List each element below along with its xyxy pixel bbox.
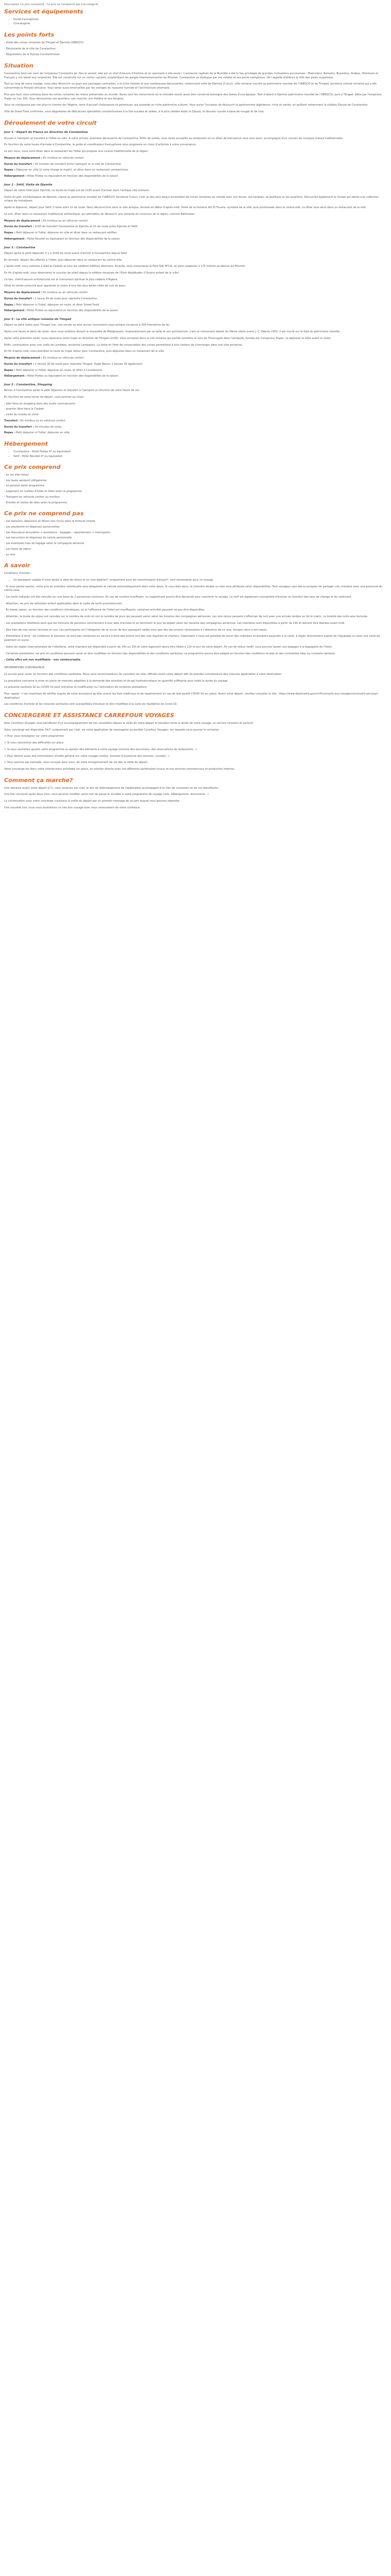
notes-paragraph: - Selon les règles internationales de l'hôtellerie, votre chambre est disponible à partir de 14h ou 15h et votre logement devra être libéré à 12h le jour de votre départ. En cas de retour tardif, vous pourrez laisser vos bagages à la bagagerie de l'hôtel. <box>4 645 333 649</box>
day-list <box>4 402 387 417</box>
day-field <box>4 225 387 229</box>
day-paragraph: En fonction de votre heure d'arrivée à Constantine, le guide et coordinateur francophone vous proposera un choix d'activités à votre convenance. <box>4 143 197 147</box>
intro-text: Description Ce prix comprend : Ce prix ne comprend pas Conciergerie <box>4 3 99 6</box>
highlights-section <box>4 31 387 57</box>
how-it-works-paragraph: Une semaine avant votre départ (J-7), vous recevrez par mail, le lien de téléchargement de l'application accompagné d'un lien de connexion et de vos identifiants. <box>4 786 219 790</box>
field-value: En minibus ou en véhicule confort. <box>20 419 67 422</box>
situation-paragraph: Tout au long de notre voyage, vous allez découvrir un pays aux paysages contrastés, à la riche histoire et aux nombreuses découvertes, notamment celle de Djemila (Cuicul), ville romaine inscrite au patrimoine mondial de l'UNESCO et de Timgad, ancienne colonie romaine qui a été surnommée la Pompéi africaine. Vous serez aussi émerveillés par les vestiges du royaume numide et l'architecture ottomane. <box>4 82 377 90</box>
list-item: - aller faire du shopping dans des souks commerçants <box>4 402 75 405</box>
field-value: 1h30 de transfert Constantine et Djemila et 1h de route entre Djemila et Sétif. <box>35 225 138 229</box>
list-item: • Un passeport valable 6 mois après la date de retour et un visa algérien* uniquement pour les ressortissants français*, sont nécessaires pour ce voyage. <box>13 579 387 583</box>
highlight-line: - Dégustation de la Djouza Constantinoise <box>4 53 60 57</box>
situation-paragraph: Vous ne manquerez pas non plus le charme de l'Algérie, terre d'accueil chaleureuse et généreuse, qui possède un riche patrimoine culturel. Vous aurez l'occasion de découvrir la gastronomie algérienne, riche et variée, en goûtant notamment la célèbre Djouza de Constantine. <box>4 104 369 107</box>
accommodation-heading: Hébergement <box>4 440 48 448</box>
field-label: Durée du transfert : <box>4 297 34 300</box>
list-item: - Les taxes de séjour <box>4 547 31 551</box>
how-it-works-paragraph: Une fois connecté après deux clics, vous pourrez modifier votre mot de passe et accéder à votre programme de voyage (vols, hébergement, documents...) <box>4 793 209 796</box>
day-field <box>4 163 387 167</box>
day-paragraph: L'après-midi, vous visiterez à pied le Casbah et tous les célèbres édifices ottomans. Ensuite, vous traverserez le Pont Sidi M'Cid, un pont suspendu à 175 mètres au-dessus du Rhumel. <box>4 265 246 268</box>
covid-paragraph: Le succès peut varier en fonction des conditions sanitaires. Nous vous recommandons de consulter les sites officiels avant votre départ afin de prendre connaissance des mesures applicables à votre destination. <box>4 672 283 676</box>
field-label: Durée du transfert : <box>4 162 34 166</box>
accommodation-section <box>4 440 387 459</box>
field-label: Moyens de déplacement : <box>4 357 42 360</box>
notes-paragraph: - Attention, le durée du séjour est calculée sur le nombre de nuits et non le nombre de jours qui peuvent varier selon les horaires des compagnies aériennes. Les vols retour peuvent s'effectuer de nuit avec une arrivée tardive ou tôt le matin. La totalité des nuits sera facturée. <box>4 615 368 619</box>
highlights-heading: Les points forts <box>4 31 55 39</box>
accommodation-list <box>4 450 387 459</box>
field-label: Repas : <box>4 368 15 372</box>
list-item: - Le vol aller-retour <box>4 473 29 477</box>
situation-paragraph: Plus que tout, vous entrerez dans les ruines romaines les mieux préservées au monde. Rares sont les monuments où le moindre recoin aussi bien conservé témoigne des fastes d'une époque. Tout d'abord à Djemila (patrimoine mondial de l'UNESCO), puis à Timgad, bâtie par l'empereur Trajan en l'an 100. Vous découvrirez ses quartiers, son marché, son théâtre et ses temples. <box>4 93 382 100</box>
concierge-bullet: > Si vous rencontrez des difficultés sur place <box>4 741 64 745</box>
day-paragraph: En fonction de votre heure de départ, vous pourrez au choix : <box>4 395 86 399</box>
notes-paragraph: - Les prestations hôtelières ainsi que les formules de pensions commencent à leur date d'arrivée et se terminent le jour de départ selon les horaires des compagnies aériennes. Les chambres sont disponibles à partir de 14h et doivent être libérées avant midi. <box>4 621 345 625</box>
how-it-works-heading: Comment ça marche? <box>4 776 73 784</box>
field-label: Durée du transfert : <box>4 225 34 229</box>
notes-paragraph: - Attention, les prix de réduction enfant applicables dans le cadre de tarifs promotionnels. <box>4 602 123 605</box>
list-item: - visite du musée ou choix <box>4 413 39 417</box>
field-value: Petit déjeuner à l'hôtel, déjeuner en route, et dîner Street Food. <box>15 303 100 307</box>
notes-paragraph: - Prestations à terre : les collations et boissons ne sont pas comprises au service à bord des avions lors des vols réguliers et charters. Cependant il nous est possible de servir des collations et boissons payantes à la carte, à régler directement auprès de l'équipage ou avec une carte de paiement en euros. <box>4 635 380 642</box>
day-field <box>4 231 387 235</box>
field-label: Repas : <box>4 231 15 235</box>
list-item: - Les pourboires et dépenses personnelles <box>4 525 60 529</box>
services-heading: Services et équipements <box>4 8 84 15</box>
field-value: 2 heures 30 de route pour rejoindre Timgad. Trajet Retour 2 heures 30 également. <box>35 362 143 366</box>
concierge-paragraph: Votre concierge est donc votre interlocuteur privilégié sur place, en relation directe avec nos différents partenaires locaux et nos services commerciaux et production internes. <box>4 768 235 771</box>
field-label: Durée du transfert : <box>4 362 34 366</box>
field-value: Hôtel Protéa ou équivalent en fonction des disponibilités de la saison. <box>27 309 119 313</box>
day-paragraph: Enfin, continuation avec une visite de Lambèse, ancienne Lambaesis. La visite et l'état de conservation des ruines permettent à tout visiteur de s'immerger dans une ville ancienne. <box>4 343 243 347</box>
itinerary-section <box>4 120 387 435</box>
notes-paragraph: - Certaines prestations, les prix et conditions peuvent varier et être modifiées en fonction des disponibilités et des conditions sanitaires. Le programme pourra être adapté en fonction des conditions locales et des contraintes liées au contexte sanitaire. <box>4 652 336 655</box>
concierge-paragraph: Avec Carrefour Voyages vous bénéficiez d'un accompagnement de nos conseillers depuis la veille de votre départ et pendant toute la durée de votre voyage, un service innovant et exclusif. <box>4 721 254 725</box>
price-excludes-list <box>4 520 387 557</box>
list-item: - quartier libre dans la Casbah <box>4 408 44 411</box>
field-label: Hébergement : <box>4 309 27 313</box>
list-item: • Constantine : Hôtel Protéa 4* ou équivalent <box>13 450 387 454</box>
day-paragraph: Après une heure et demi de route, nous nous arrêtons devant le mausolée de Medghassen. Impressionnant par sa taille et son architecture, c'est un monument datant du IIIème siècle avant J.-C. Depuis 2002, il est inscrit sur la liste du patrimoine mondial. <box>4 330 341 334</box>
concierge-bullet: > Pour obtenir aussi des informations d'ordre général sur votre voyage (visites, horaires d'ouverture des services, conseils...) <box>4 754 170 758</box>
list-item: • Sétif : Hôtel Novotel 4* ou équivalent <box>13 455 387 459</box>
concierge-bullet: > Pour vous renseigner sur votre programme <box>4 735 64 738</box>
day-title: Jour 5 : Constantine, Shopping <box>4 383 53 386</box>
field-value: Petit déjeuner à l'hôtel, déjeuner en ville et dîner dans un restaurant sétifien. <box>15 231 118 235</box>
how-it-works-paragraph: La conversation avec votre concierge s'activera la veille du départ par un premier message de sa part auquel vous pourrez répondre. <box>4 800 181 803</box>
day-paragraph: En fin d'après-midi, vous prendrez la route du trajet retour pour Constantine, puis déjeunez dans un restaurant de la ville. <box>4 350 165 353</box>
field-label: Moyens de déplacement : <box>4 219 42 223</box>
day-field <box>4 168 387 173</box>
day-field <box>4 297 387 301</box>
day-title: Jour 3 : Constantine <box>4 246 36 249</box>
field-label: Repas : <box>4 303 15 307</box>
day-paragraph: Après cette première visite, nous reprenons notre trajet en direction de Timgad (1h30). Vous arriverez dans la cité romaine qui portait autrefois le nom de Thamugadi dans l'antiquité, fondée par l'empereur Trajan. Le déjeuner et libre avant la visite. <box>4 336 332 340</box>
day-paragraph: Départ de votre hôtel pour Djemila. Le durée du trajet est de 1h30 avant d'arriver dans l'antique cité romaine. <box>4 189 150 192</box>
day-paragraph: Accueil à l'aéroport et transfert à l'hôtel en ville. À votre arrivée, première découverte de Constantine. Enfin de soirée, vous serez accueillis au restaurant où un dîner de bienvenue vous sera servi, accompagné d'un concert de musique malouf traditionnelle. <box>4 137 344 140</box>
price-excludes-heading: Ce prix ne comprend pas <box>4 510 84 517</box>
field-label: Repas : <box>4 168 15 172</box>
day-paragraph: Départ après le petit déjeuner. Il y a 1h30 de route avant d'arriver à Constantine depuis Sétif. <box>4 251 127 255</box>
field-label: Moyens de déplacement : <box>4 291 42 295</box>
how-it-works-section <box>4 777 387 810</box>
field-label: Hébergement : <box>4 237 27 241</box>
list-item: - Le visa <box>4 553 15 556</box>
field-label: Repas : <box>4 431 15 435</box>
day-field <box>4 426 387 430</box>
day-title: Jour 4 : La cité antique romaine de Timgad <box>4 318 71 321</box>
day-3 <box>4 246 387 314</box>
day-field <box>4 375 387 379</box>
covid-paragraph: La présente sanitaire lié au COVID-19 peut entraîner la modification ou l'annulation de certaines prestations. <box>4 686 148 689</box>
day-paragraph: Dîner et soirée nocturne pour apprécier la vision d'une des plus belles villes de nuit du pays. <box>4 284 126 288</box>
day-2 <box>4 183 387 242</box>
day-title: Jour 1 : Départ de France en direction de Constantine <box>4 131 88 134</box>
day-field <box>4 309 387 313</box>
day-paragraph: Retour à Constantine après le petit déjeuner et transfert à l'aéroport en fonction de votre heure de vol. <box>4 389 140 393</box>
day-4 <box>4 317 387 379</box>
day-paragraph: Ce lieu, chef-d'oeuvre architectural est le monument spirituel le plus célèbre d'Algérie. <box>4 278 119 281</box>
price-excludes-section <box>4 510 387 557</box>
day-field <box>4 219 387 224</box>
field-value: En minibus ou véhicule confort. <box>43 357 85 360</box>
day-1 <box>4 130 387 178</box>
list-item: - Transport en véhicule confort ou minibus <box>4 495 60 499</box>
day-paragraph: Le soir, dîner dans un restaurant traditionnel authentique, qui permettra de découvrir une variante du couscous de la région, nommé Berkoukes. <box>4 212 196 216</box>
list-item: - Les taxes aéroport obligatoires <box>4 479 47 482</box>
field-value: 1 heure 30 de route pour rejoindre Constantine. <box>35 297 98 300</box>
notes-paragraph: - Des frais de visa seront facturés en sus. Les participants ont l'obligation de se munir de leur passeport valide ainsi que des documents nécessaires à l'obtention de ce visa, lorsque celui-ci est requis. <box>4 628 268 632</box>
price-includes-heading: Ce prix comprend <box>4 464 61 471</box>
day-field <box>4 363 387 367</box>
field-label: Hébergement : <box>4 175 27 178</box>
field-value: 30 minutes de transfert entre l'aéroport et la ville de Constantine. <box>35 162 122 166</box>
field-value: Hôtel Novotel ou équivalent en fonction des disponibilités de la saison. <box>27 237 121 241</box>
day-5 <box>4 383 387 435</box>
list-item: • Guide francophone <box>13 18 387 22</box>
list-item: - Le pension selon programme <box>4 484 44 488</box>
field-label: Durée du transfert : <box>4 425 34 429</box>
day-field <box>4 431 387 435</box>
covid-paragraph: La procédure concerne la mise en place de mesures adaptées à la demande des autorités et de gel hydroalcoolique en quantité suffisante pour toute la durée du voyage. <box>4 679 229 683</box>
day-field <box>4 175 387 179</box>
price-includes-list <box>4 473 387 505</box>
field-label: Hébergement : <box>4 375 27 378</box>
how-it-works-paragraph: Une nouvelle fois, nous vous souhaitons un très bon voyage avec nous renouvelons de votre confiance. <box>4 806 141 809</box>
day-paragraph: Après le déjeuner, départ pour Sétif. Il reste alors 1h de route. Nous découvrirons dans la ville antique. Arrivée en début d'après-midi. Visite de la fontaine Aïn El Fouara, symbole de la ville, puis promenade dans le centre-ville. Le dîner sera servi dans un restaurant de la ville. <box>4 206 367 210</box>
notes-paragraph: - Les tarifs indiqués ont été calculés sur une base de 2 personnes minimum. En cas de nombre insuffisant, un supplément pourra être demandé pour maintenir le voyage. Le tarif est également susceptible d'évoluer en fonction des taux de change et du carburant. <box>4 596 352 599</box>
day-field <box>4 369 387 373</box>
highlight-line: - Visite des ruines romaines de Timgad et Djemila (UNESCO) <box>4 41 84 44</box>
notes-subheading: Conditions d'entrée : <box>4 572 32 575</box>
page <box>0 0 391 819</box>
situation-section <box>4 62 387 114</box>
itinerary-heading: Déroulement de votre circuit <box>4 119 97 126</box>
day-field <box>4 291 387 295</box>
services-section <box>4 8 387 26</box>
covid-section <box>4 666 387 707</box>
day-field <box>4 157 387 161</box>
concierge-bullet: > Si vous souhaitez ajouter votre programme ou ajouter des éléments à votre voyage (comme des excursions, des réservations de restaurants...) <box>4 748 197 751</box>
field-value: Hôtel Protéa ou équivalent en fonction des disponibilités de la saison. <box>27 375 119 378</box>
day-field <box>4 419 387 423</box>
list-item: - Les boissons, déjeuners et dîners non inclus dans la formule choisie <box>4 520 95 523</box>
notes-heading: A savoir <box>4 562 30 569</box>
notes-paragraph: - En basse saison, en fonction des conditions climatiques, ou si l'affluence de l'hôtel est insuffisante, certaines activités peuvent ne pas être disponibles. <box>4 608 205 612</box>
list-item: • Conciergerie <box>13 22 387 26</box>
day-paragraph: En arrivant, départ des affaires à l'hôtel, puis déjeuner dans un restaurant du centre-ville. <box>4 258 123 262</box>
list-item: - Les Assurance annulation + assistance - bagages - rapatriement + interruption <box>4 531 111 534</box>
concierge-heading: CONCIERGERIE ET ASSISTANCE CARREFOUR VOYAGES <box>4 712 174 719</box>
situation-paragraph: Ville de Great Food confirmée, vous dégusterez de délicieuses spécialités constantinoises à la fois sucrées et salées, à la plus célèbre étant la Djouza, la douceur sucrée à base de nougat et de noix. <box>4 110 265 113</box>
field-value: Petit déjeuner à l'hôtel, déjeuner en route, et dîner à Constantine. <box>15 368 103 372</box>
concierge-section <box>4 712 387 772</box>
day-paragraph: Visite du parc archéologique de Djemila, classé au patrimoine mondial de l'UNESCO. Ancienne Cuicul, c'est un des plus beaux ensembles de ruines romaines du monde avec son forum, ses temples, sa basilique et ses quartiers. Découvrez également le musée qui abrite une collection unique de mosaïques. <box>4 195 379 203</box>
day-field <box>4 303 387 308</box>
list-item: - Entrées et visites de sites selon le programme <box>4 501 67 504</box>
notes-section <box>4 562 387 663</box>
field-value: En minibus ou en véhicule confort. <box>43 219 89 223</box>
services-list <box>4 18 387 26</box>
list-item: - Logement en nuitées d'hôtel et hôtel selon le programme <box>4 490 82 494</box>
concierge-paragraph: Votre concierge est disponible 24/7, uniquement par chat, via votre application de messagerie accessible Carrefour Voyages, sur laquelle vous pouvez le contacter : <box>4 728 221 732</box>
day-paragraph: Départ au petit matin pour Timgad (car, une escale au plus ancien monument royal antique conservé à 200 kilomètres de là). <box>4 324 170 327</box>
day-paragraph: En fin d'après-midi, vous observerez le coucher de soleil depuis la célèbre mosquée de l'Emir Abdelkader (l'illustre enfant de la ville). <box>4 272 180 275</box>
day-field <box>4 238 387 242</box>
covid-paragraph: Pour rappel : il est important de vérifier auprès de votre assurance qu'elle couvre les frais médicaux et de rapatriement en cas de test positif COVID-19 sur place. Avant votre départ, veuillez consulter le site : https://www.diplomatie.gouv.fr/fr/conseils-aux-voyageurs/conseils-par-pays-destination/ <box>4 692 379 700</box>
day-title: Jour 2 : Sétif, Visite de Djemila <box>4 183 53 187</box>
notes-list <box>4 579 387 583</box>
field-label: Moyens de déplacement : <box>4 156 42 160</box>
list-item: - Les éventuels frais de bagage selon la compagnie aérienne <box>4 542 85 546</box>
field-value: En minibus ou véhicule confort. <box>43 156 85 160</box>
field-label: Transfert : <box>4 419 20 422</box>
covid-paragraph: Les conditions d'entrée et les mesures sanitaires sont susceptibles d'évoluer et être modifiées à la suite de l'épidémie de Covid-19. <box>4 703 177 706</box>
situation-heading: Situation <box>4 62 34 70</box>
list-item: - Les excursions et dépenses de nature personnelle <box>4 536 72 540</box>
notes-closing: - Cette offre est non modifiable - non remboursable <box>4 658 81 662</box>
covid-heading: INFORMATIONS CORONAVIRUS <box>4 666 45 670</box>
price-includes-section <box>4 464 387 505</box>
field-value: Petit déjeuner à l'hôtel, déjeuner en ville. <box>15 431 71 435</box>
day-paragraph: Le soir venu, nous irons dîner dans le restaurant de l'hôtel qui propose une cuisine traditionnelle de la région. <box>4 150 149 154</box>
field-value: Hôtel Protéa ou équivalent en fonction des disponibilités de la saison. <box>27 175 119 178</box>
notes-paragraph: - Si vous partez seul(e), notre prix en chambre individuelle sera obligatoire et calculé automatiquement dans votre devis. Si vous êtes deux, la chambre double ou twin sera attribuée selon disponibilités. Tout voyageur seul devra accepter de partager une chambre avec une personne du même sexe. <box>4 585 383 592</box>
situation-paragraph: Constantine fond son nom de l'empereur Constantin Ier. Peu le savent, elle est un chef d'oeuvre d'histoire et un spectacle à elle-seule ! L'ancienne capitale de la Numidie a été le lieu privilégié de grandes civilisations successives : Phéniciens, Romains, Byzantins, Arabes, Ottomans et Français y ont laissé leur empreinte. Elle est construite sur un rocher calcaire, surplombant les gorges impressionnantes du Rhumel. Constantine se distingue par ses vallées et ses ponts vertigineux. On l'appelle d'ailleurs la ville des ponts suspendus. <box>4 72 379 79</box>
field-value: Déjeuner en ville (à votre charge le matin), et dîner dans un restaurant constantinois. <box>15 168 129 172</box>
field-value: 30 minutes de route. <box>35 425 62 429</box>
day-field <box>4 357 387 361</box>
highlight-line: - Découverte de la ville de Constantine <box>4 47 56 50</box>
concierge-bullet: > Vous pourrez par exemple, nous occuper pour vous, de votre enregistrement de vol dès la veille du départ <box>4 761 148 765</box>
field-value: En minibus ou en véhicule confort. <box>43 291 89 295</box>
